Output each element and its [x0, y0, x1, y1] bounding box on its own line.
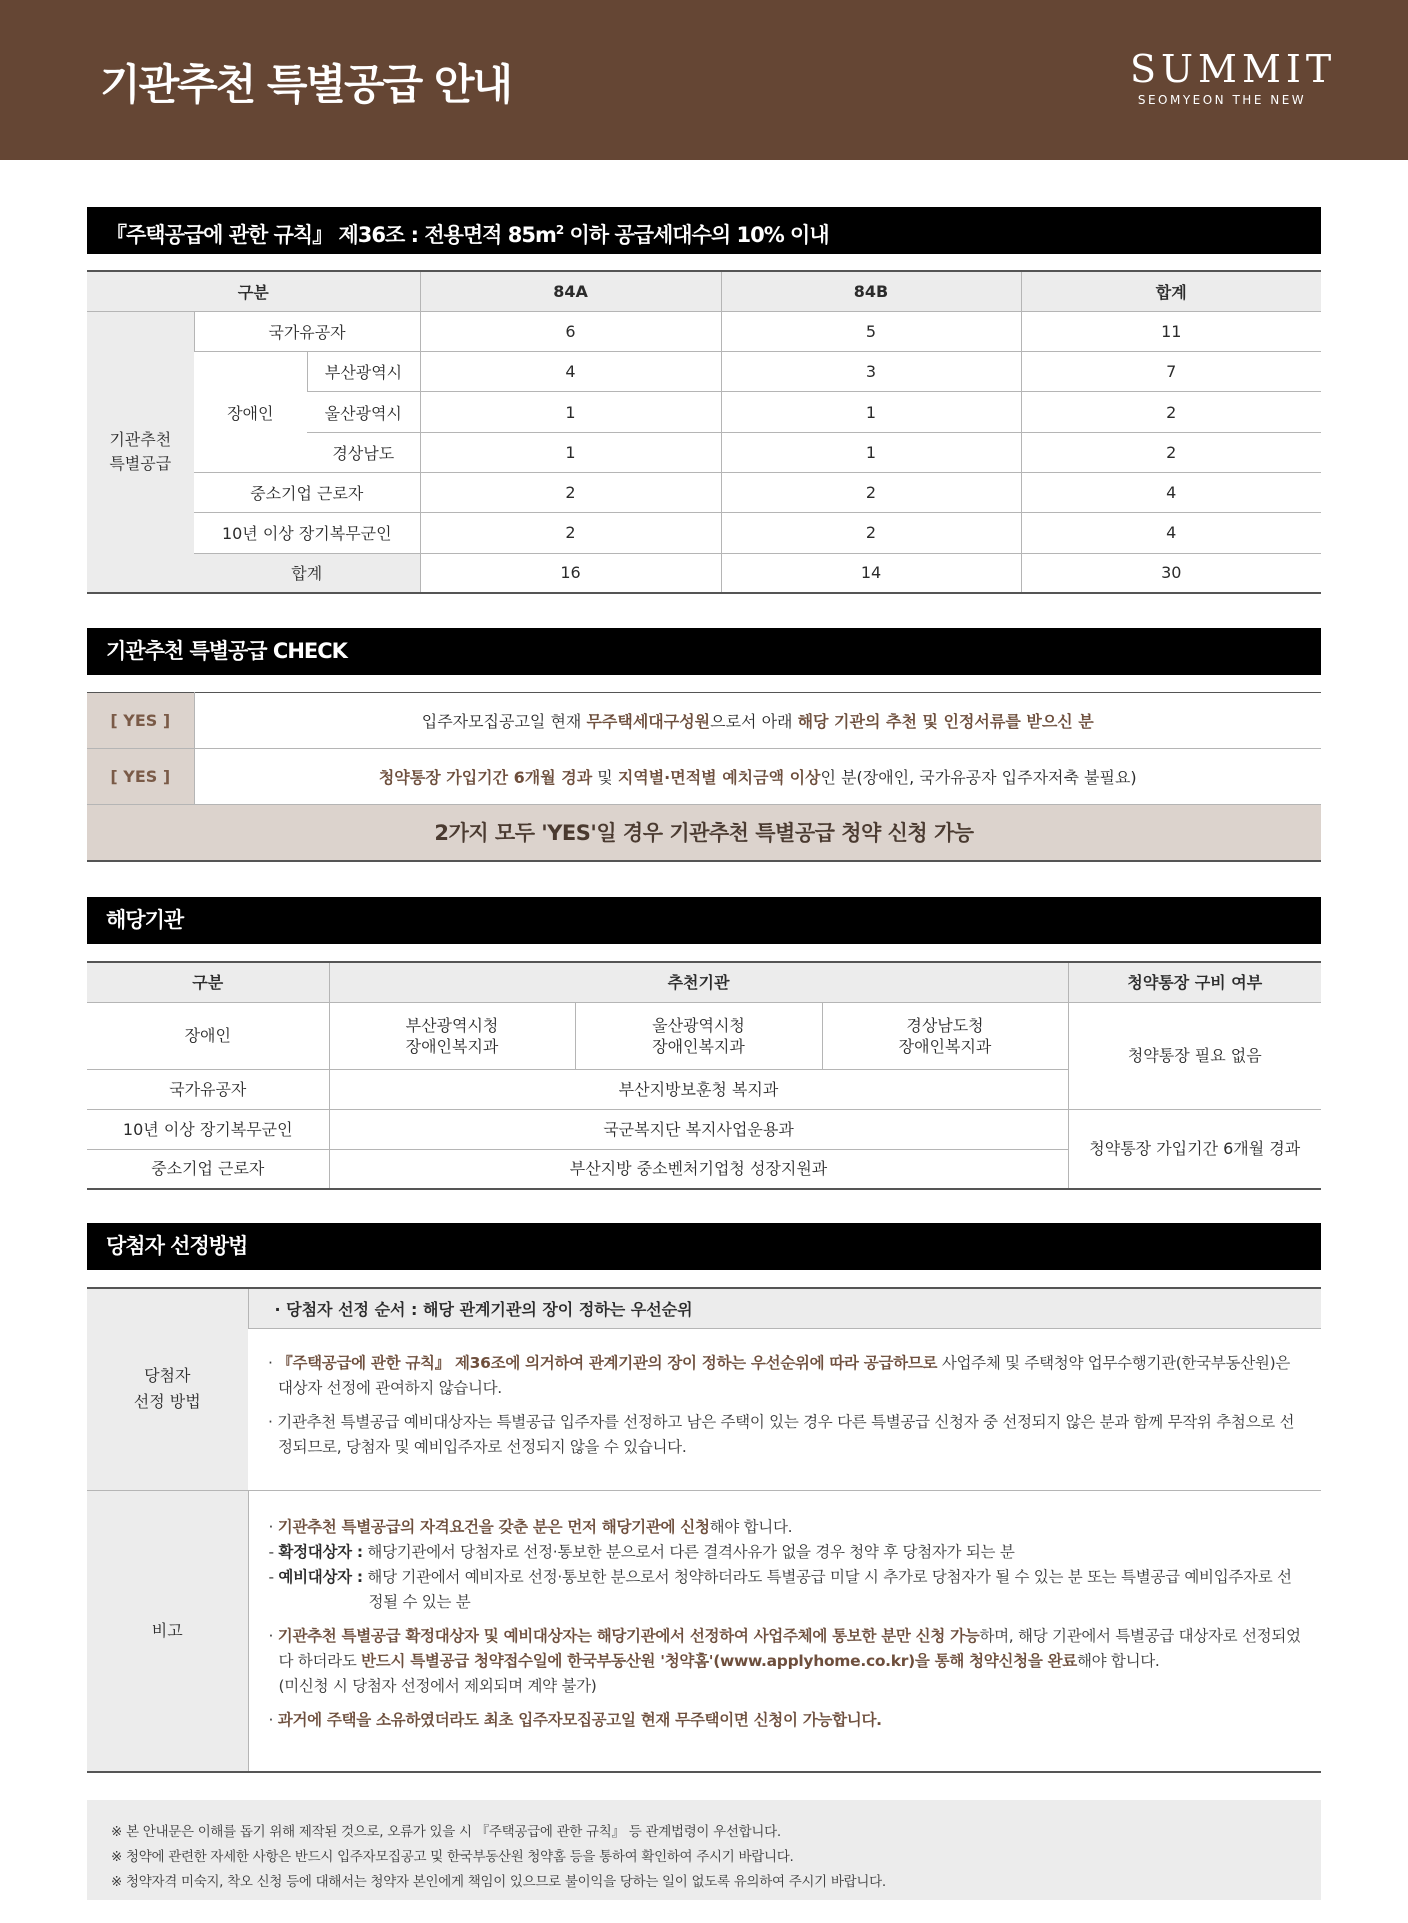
cell-84b: 5 [721, 311, 1021, 351]
cell-84b: 3 [721, 352, 1021, 392]
total-row [87, 553, 1321, 593]
list-item: · 과거에 주택을 소유하였더라도 최초 입주자모집공고일 현재 무주택이면 신청이 가능합니다. [268, 1710, 882, 1729]
cell-84a: 6 [420, 311, 721, 351]
check-final-row [87, 805, 1321, 861]
section-bar-rule36: 『주택공급에 관한 규칙』 제36조 : 전용면적 $85m^2$ 이하 공급세대수의 10% 이내 [87, 207, 1321, 254]
agency-cell: 국군복지단 복지사업운용과 [329, 1109, 1068, 1149]
cell-total: 2 [1021, 392, 1321, 432]
page-title: 기관추천 특별공급 안내 [100, 60, 511, 109]
logo-subtitle: SEOMYEON THE NEW [1137, 93, 1307, 107]
header-total: 합계 [1021, 271, 1321, 311]
check-text: 청약통장 가입기간 6개월 경과 및 지역별·면적별 예치금액 이상인 분(장애인, 국가유공자 입주자저축 불필요) [194, 749, 1321, 805]
agency-cell: 부산지방보훈청 복지과 [329, 1069, 1068, 1109]
cell-84b: 1 [721, 432, 1021, 472]
cell-total: 4 [1021, 472, 1321, 512]
table-row [87, 513, 1321, 553]
remarks-text [248, 1490, 1321, 1772]
header-category: 구분 [87, 271, 420, 311]
section-bar-check: 기관추천 특별공급 CHECK [87, 628, 1321, 675]
account-cell: 청약통장 가입기간 6개월 경과 [1068, 1109, 1321, 1189]
footnote: ※ 청약에 관련한 자세한 사항은 반드시 입주자모집공고 및 한국부동산원 청약홈 등을 통하여 확인하여 주시기 바랍니다. [111, 1849, 794, 1865]
row-label: 비고 [87, 1490, 248, 1772]
table-row [87, 1002, 1321, 1069]
header-agency: 추천기관 [329, 962, 1068, 1002]
selection-method-text [248, 1328, 1321, 1490]
check-table [87, 692, 1321, 862]
section-bar-agencies: 해당기관 [87, 897, 1321, 944]
row-label: 울산광역시 [307, 392, 420, 432]
list-item: - 확정대상자 : 해당기관에서 당첨자로 선정·통보한 분으로서 다른 결격사유가 없을 경우 청약 후 당첨자가 되는 분 [268, 1542, 1015, 1561]
cell-84b: 2 [721, 472, 1021, 512]
cell-84b: 14 [721, 553, 1021, 593]
cell-84b: 1 [721, 392, 1021, 432]
selection-order: · 당첨자 선정 순서 : 해당 관계기관의 장이 정하는 우선순위 [248, 1288, 1321, 1328]
list-item: · 기관추천 특별공급 예비대상자는 특별공급 입주자를 선정하고 남은 주택이 있는 경우 다른 특별공급 신청자 중 선정되지 않은 분과 함께 무작위 추첨으로 선정되므로, 당첨자 및 예비입주자로 선정되지 않을 수 있습니다. [268, 1412, 1295, 1456]
check-row [87, 693, 1321, 749]
summit-logo [1130, 47, 1337, 108]
row-label: 당첨자 선정 방법 [87, 1288, 248, 1490]
row-label: 장애인 [87, 1002, 329, 1069]
footnote: ※ 본 안내문은 이해를 돕기 위해 제작된 것으로, 오류가 있을 시 『주택공급에 관한 규칙』 등 관계법령이 우선합니다. [111, 1824, 781, 1840]
row-label: 중소기업 근로자 [194, 472, 420, 512]
yes-badge: [ YES ] [87, 693, 194, 749]
agency-cell: 부산광역시청 장애인복지과 [329, 1002, 575, 1069]
check-text: 입주자모집공고일 현재 무주택세대구성원으로서 아래 해당 기관의 추천 및 인정서류를 받으신 분 [194, 693, 1321, 749]
agency-cell: 경상남도청 장애인복지과 [822, 1002, 1068, 1069]
table-row [87, 1490, 1321, 1772]
table-row [87, 311, 1321, 351]
cell-total: 7 [1021, 352, 1321, 392]
group-label: 기관추천 특별공급 [87, 311, 194, 593]
header-84a: 84A [420, 271, 721, 311]
table-header-row [87, 271, 1321, 311]
cell-84a: 1 [420, 432, 721, 472]
check-row [87, 749, 1321, 805]
table-row [87, 472, 1321, 512]
cell-total: 4 [1021, 513, 1321, 553]
header-84b: 84B [721, 271, 1021, 311]
logo-brand: SUMMIT [1130, 47, 1337, 91]
cell-84b: 2 [721, 513, 1021, 553]
cell-total: 30 [1021, 553, 1321, 593]
table-row [87, 1288, 1321, 1328]
cell-total: 11 [1021, 311, 1321, 351]
selection-table [87, 1287, 1321, 1773]
table-header-row [87, 962, 1321, 1002]
row-label: 중소기업 근로자 [87, 1149, 329, 1189]
row-label: 부산광역시 [307, 352, 420, 392]
row-label: 국가유공자 [87, 1069, 329, 1109]
list-item: · 기관추천 특별공급 확정대상자 및 예비대상자는 해당기관에서 선정하여 사업주체에 통보한 분만 신청 가능하며, 해당 기관에서 특별공급 대상자로 선정되었다 하더라도 반드시 특별공급 청약접수일에 한국부동산원 '청약홈'(www.applyhome.co.kr)을 통해 청약신청을 완료해야 합니다. (미신청 시 당첨자 선정에서 제외되며 계약 불가) [268, 1626, 1301, 1695]
row-label: 10년 이상 장기복무군인 [87, 1109, 329, 1149]
table-row [87, 1109, 1321, 1149]
account-cell: 청약통장 필요 없음 [1068, 1002, 1321, 1109]
yes-badge: [ YES ] [87, 749, 194, 805]
cell-84a: 4 [420, 352, 721, 392]
section-bar-selection: 당첨자 선정방법 [87, 1223, 1321, 1270]
disabled-label: 장애인 [194, 352, 307, 473]
cell-84a: 1 [420, 392, 721, 432]
list-item: · 기관추천 특별공급의 자격요건을 갖춘 분은 먼저 해당기관에 신청해야 합니다. [268, 1517, 793, 1536]
supply-table [87, 270, 1321, 594]
cell-total: 2 [1021, 432, 1321, 472]
table-row [87, 1328, 1321, 1490]
row-label: 10년 이상 장기복무군인 [194, 513, 420, 553]
header-category: 구분 [87, 962, 329, 1002]
list-item: · 『주택공급에 관한 규칙』 제36조에 의거하여 관계기관의 장이 정하는 우선순위에 따라 공급하므로 사업주체 및 주택청약 업무수행기관(한국부동산원)은 대상자 선정에 관여하지 않습니다. [268, 1353, 1290, 1397]
row-label: 국가유공자 [194, 311, 420, 351]
cell-84a: 2 [420, 513, 721, 553]
header-account: 청약통장 구비 여부 [1068, 962, 1321, 1002]
row-label: 경상남도 [307, 432, 420, 472]
agency-cell: 울산광역시청 장애인복지과 [575, 1002, 822, 1069]
table-row [87, 352, 1321, 392]
check-conclusion: 2가지 모두 'YES'일 경우 기관추천 특별공급 청약 신청 가능 [87, 805, 1321, 861]
footnote: ※ 청약자격 미숙지, 착오 신청 등에 대해서는 청약자 본인에게 책임이 있으므로 불이익을 당하는 일이 없도록 유의하여 주시기 바랍니다. [111, 1874, 886, 1890]
agency-table [87, 961, 1321, 1190]
agency-cell: 부산지방 중소벤처기업청 성장지원과 [329, 1149, 1068, 1189]
cell-84a: 2 [420, 472, 721, 512]
page-header [0, 0, 1408, 160]
footnotes [87, 1800, 1321, 1900]
list-item: - 예비대상자 : 해당 기관에서 예비자로 선정·통보한 분으로서 청약하더라도 특별공급 미달 시 추가로 당첨자가 될 수 있는 분 또는 특별공급 예비입주자로 선정될 수 있는 분 [268, 1567, 1292, 1611]
row-label: 합계 [194, 553, 420, 593]
cell-84a: 16 [420, 553, 721, 593]
